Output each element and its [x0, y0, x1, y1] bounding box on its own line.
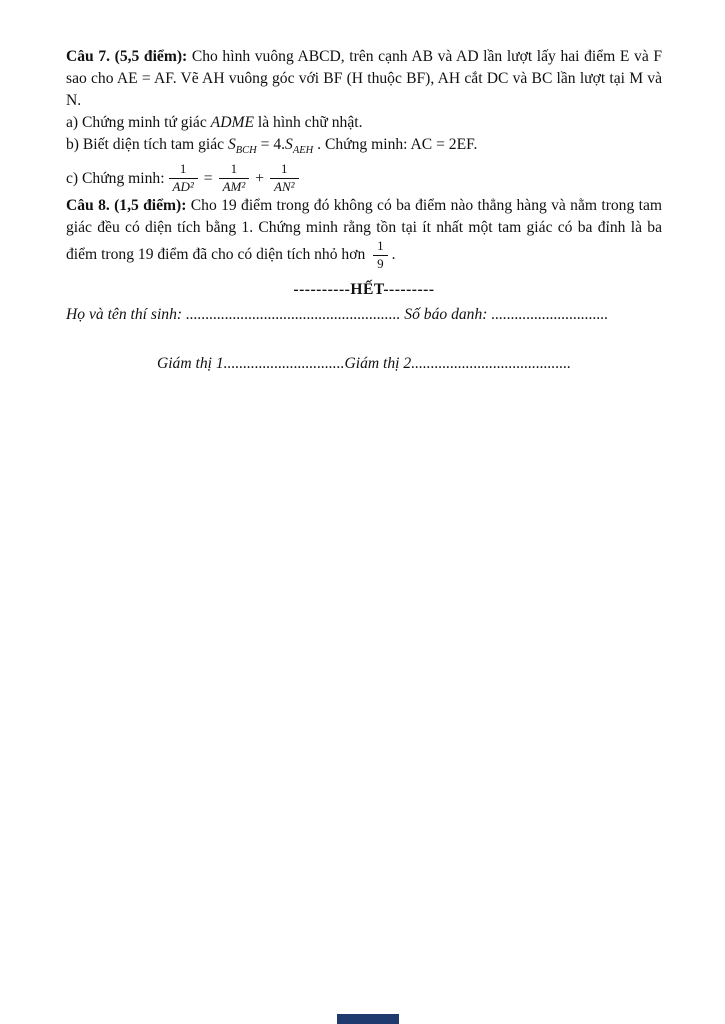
- part-b-suffix-text: . Chứng minh: AC = 2EF.: [313, 136, 478, 153]
- part-c-text: c) Chứng minh:: [66, 169, 165, 187]
- equals-sign: =: [203, 169, 213, 187]
- candidate-name-dotted-line: .......................................................: [185, 305, 401, 323]
- fraction-1-over-9: [373, 239, 388, 272]
- question-7-paragraph: [66, 46, 662, 112]
- question-8-period: .: [391, 246, 396, 263]
- candidate-number-label: Số báo danh:: [400, 305, 492, 323]
- part-b-area-symbol-2: S: [285, 136, 293, 153]
- fraction-numerator: 1: [270, 162, 299, 179]
- part-b-subscript-1: BCH: [235, 145, 257, 157]
- fraction-numerator: 1: [219, 162, 250, 179]
- part-a-text: a) Chứng minh tứ giác: [66, 114, 211, 131]
- part-b-subscript-2: AEH: [292, 145, 314, 157]
- plus-sign: +: [255, 169, 265, 187]
- fraction-denominator: 9: [377, 255, 384, 271]
- question-8-label: Câu 8. (1,5 điểm):: [66, 196, 187, 214]
- fraction-denominator: AN²: [274, 179, 295, 195]
- candidate-info-line: [66, 304, 662, 326]
- question-7-part-b: [66, 134, 662, 162]
- exam-document-page: [0, 0, 725, 375]
- part-a-suffix-text: là hình chữ nhật.: [253, 114, 363, 131]
- question-7-label: Câu 7. (5,5 điểm):: [66, 48, 188, 65]
- question-7-intro-text: Cho hình vuông ABCD, trên cạnh AB và AD lần lượt lấy hai điểm E và F sao cho AE = AF. Vẽ AH vuông góc với BF (H thuộc BF), AH cắt DC và BC lần lượt tại M và N.: [66, 48, 663, 109]
- question-8-paragraph: [66, 195, 662, 272]
- fraction-1-over-AD-squared: [169, 162, 198, 195]
- proctor-signature-line: Giám thị 1...............................Giám thị 2.........................................: [156, 354, 572, 372]
- fraction-numerator: 1: [169, 162, 198, 179]
- fraction-1-over-AN-squared: [270, 162, 299, 195]
- part-b-area-symbol-1: S: [227, 136, 236, 153]
- part-b-text: b) Biết diện tích tam giác: [66, 136, 228, 153]
- question-7-part-a: [66, 112, 662, 134]
- part-b-equation-text: = 4.: [256, 136, 286, 153]
- fraction-denominator: AD²: [172, 179, 194, 195]
- part-a-quadrilateral-name: ADME: [210, 114, 254, 131]
- page-bottom-mark: [337, 1014, 399, 1024]
- question-7-part-c: [66, 162, 662, 195]
- fraction-denominator: AM²: [222, 179, 246, 195]
- candidate-name-label: Họ và tên thí sinh:: [66, 305, 186, 323]
- candidate-number-dotted-line: ..............................: [491, 305, 609, 323]
- end-of-exam-marker: ----------HẾT---------: [293, 280, 435, 298]
- question-8-text: Cho 19 điểm trong đó không có ba điểm nào thẳng hàng và nằm trong tam giác đều có diện tích bằng 1. Chứng minh rằng tồn tại ít nhất một tam giác có ba đỉnh là ba điểm trong 19 điểm đã cho có diện tích nhỏ hơn: [66, 196, 662, 263]
- fraction-numerator: 1: [373, 239, 388, 256]
- fraction-1-over-AM-squared: [219, 162, 250, 195]
